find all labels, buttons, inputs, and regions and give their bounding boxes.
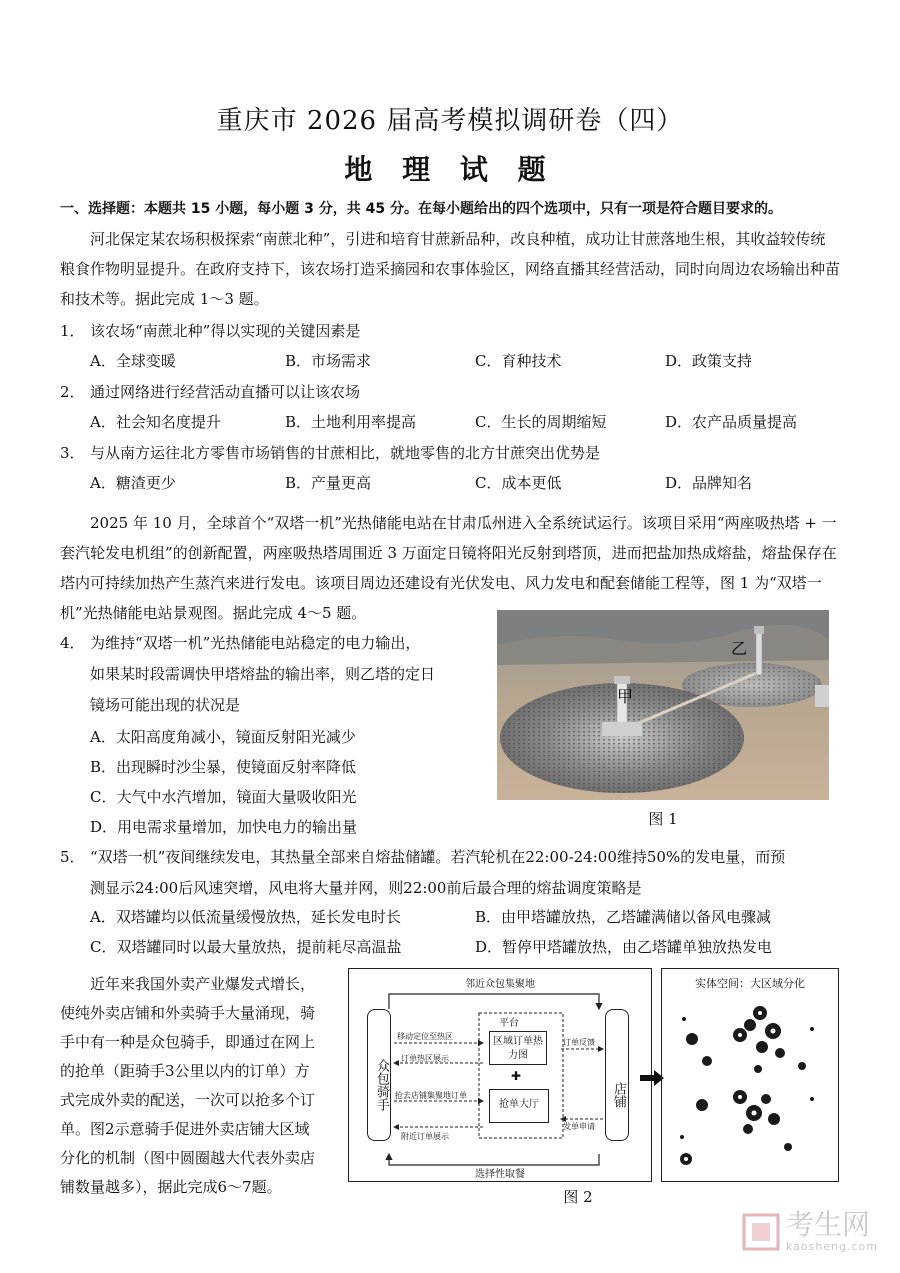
passage-line: 使纯外卖店铺和外卖骑手大量涌现，骑 (60, 1004, 316, 1022)
option-b[interactable]: B．出现瞬时沙尘暴，使镜面反射率降低 (90, 758, 357, 776)
question-5-options (90, 906, 850, 966)
option-a[interactable]: A．社会知名度提升 (90, 413, 221, 431)
watermark (742, 1210, 878, 1253)
question-4 (60, 632, 435, 715)
option-b[interactable]: B．市场需求 (285, 352, 372, 370)
order-hall-box: 抢单大厅 (489, 1089, 549, 1123)
arrow-label: 抢去店铺集聚地订单 (395, 1091, 467, 1100)
platform-label: 平台 (499, 1018, 519, 1029)
option-c[interactable]: C．生长的周期缩短 (475, 413, 607, 431)
passage-1: 河北保定某农场积极探索“南蔗北种”，引进和培育甘蔗新品种，改良种植，成功让甘蔗落地生根，其收益较传统粮食作物明显提升。在政府支持下，该农场打造采摘园和农事体验区，网络直播其经营活动，同时向周边农场输出种苗和技术等。据此完成 1～3 题。 (60, 230, 841, 308)
question-number: 3． (60, 444, 85, 462)
option-c[interactable]: C．育种技术 (475, 352, 562, 370)
option-a[interactable]: A．全球变暖 (90, 352, 176, 370)
option-b[interactable]: B．由甲塔罐放热，乙塔罐满储以备风电骤减 (475, 908, 772, 926)
panel-title: 实体空间：大区域分化 (695, 977, 805, 990)
question-number: 1． (60, 322, 85, 340)
option-d[interactable]: D．政策支持 (665, 352, 753, 370)
shop-clusters (662, 969, 838, 1181)
watermark-text: 考生网 (785, 1208, 870, 1241)
arrow-label: 发单申请 (563, 1122, 595, 1131)
question-3 (60, 442, 600, 463)
passage-2: 2025 年 10 月，全球首个“双塔一机”光热储能电站在甘肃瓜州进入全系统试运行。该项目采用“两座吸热塔 + 一套汽轮发电机组”的创新配置，两座吸热塔周围近 3 万面定日镜将阳光反射到塔顶，进而把盐加热成熔盐，熔盐保存在塔内可持续加热产生蒸汽来进行发电。该项目周边还建设有光伏发电、风力发电和配套储能工程等，图 1 为“双塔一机”光热储能电站景观图。据此完成 4～5 题。 (60, 514, 837, 622)
question-stem: 通过网络进行经营活动直播可以让该农场 (90, 383, 361, 401)
option-d[interactable]: D．暂停甲塔罐放热，由乙塔罐单独放热发电 (475, 938, 773, 956)
question-stem: 与从南方运往北方零售市场销售的甘蔗相比，就地零售的北方甘蔗突出优势是 (90, 444, 601, 462)
watermark-url: kaosheng.com (785, 1240, 878, 1253)
solar-plant-illustration (497, 610, 829, 800)
passage-line: 分化的机制（图中圆圈越大代表外卖店 (60, 1149, 316, 1167)
watermark-logo-icon (742, 1213, 780, 1251)
question-stem-line: 测显示24:00后风速突增，风电将大量并网，则22:00前后最合理的熔盐调度策略是 (90, 879, 642, 897)
section-heading: 一、选择题：本题共 15 小题，每小题 3 分，共 45 分。在每小题给出的四个选项中，只有一项是符合题目要求的。 (60, 201, 782, 217)
question-1 (60, 320, 360, 341)
tower-label-yi: 乙 (731, 639, 748, 658)
passage-line: 铺数量越多），据此完成6～7题。 (60, 1178, 282, 1196)
question-2 (60, 381, 360, 402)
passage-3 (60, 970, 342, 1202)
heatmap-box: 区域订单热力图 (489, 1031, 547, 1065)
question-stem: 该农场“南蔗北种”得以实现的关键因素是 (90, 322, 361, 340)
rider-box: 众包骑手 (367, 1009, 391, 1141)
arrow-label: 附近订单展示 (401, 1132, 449, 1141)
figure-2-spatial-panel (661, 968, 839, 1182)
exam-title: 重庆市 2026 届高考模拟调研卷（四） (216, 106, 684, 136)
question-stem-line: 镜场可能出现的状况是 (90, 696, 241, 714)
figure-2-caption: 图 2 (563, 1188, 593, 1206)
question-5 (60, 846, 785, 898)
question-number: 4． (60, 634, 85, 652)
tower-label-jia: 甲 (617, 687, 634, 706)
option-d[interactable]: D．用电需求量增加，加快电力的输出量 (90, 818, 358, 836)
option-a[interactable]: A．太阳高度角减小，镜面反射阳光减少 (90, 728, 356, 746)
figure-1-photo (497, 610, 829, 800)
plus-icon: ✚ (511, 1069, 522, 1083)
diagram-top-label: 邻近众包集聚地 (465, 979, 535, 990)
arrow-label: 订单反馈 (563, 1038, 595, 1047)
question-2-options (90, 411, 850, 433)
option-b[interactable]: B．产量更高 (285, 474, 372, 492)
question-number: 2． (60, 383, 85, 401)
option-c[interactable]: C．成本更低 (475, 474, 562, 492)
option-c[interactable]: C．双塔罐同时以最大量放热，提前耗尽高温盐 (90, 938, 402, 956)
figure-2-mechanism-diagram (348, 968, 652, 1182)
question-number: 5． (60, 848, 85, 866)
option-a[interactable]: A．糖渣更少 (90, 474, 176, 492)
passage-line: 式完成外卖的配送，一次可以抢多个订 (60, 1091, 316, 1109)
passage-line: 的抢单（距骑手3公里以内的订单）方 (60, 1062, 310, 1080)
option-d[interactable]: D．品牌知名 (665, 474, 753, 492)
passage-line: 单。图2示意骑手促进外卖店铺大区域 (60, 1120, 310, 1138)
question-3-options (90, 472, 850, 494)
passage-line: 近年来我国外卖产业爆发式增长， (90, 975, 316, 993)
diagram-bottom-label: 选择性取餐 (475, 1169, 525, 1180)
option-a[interactable]: A．双塔罐均以低流量缓慢放热，延长发电时长 (90, 908, 401, 926)
shop-box: 店铺 (605, 1009, 629, 1141)
question-4-options (90, 722, 357, 842)
question-stem-line: 如果某时段需调快甲塔熔盐的输出率，则乙塔的定日 (90, 665, 436, 683)
option-c[interactable]: C．大气中水汽增加，镜面大量吸收阳光 (90, 788, 357, 806)
arrow-label: 移动定位至热区 (397, 1032, 453, 1041)
question-1-options (90, 350, 850, 372)
option-b[interactable]: B．土地利用率提高 (285, 413, 417, 431)
arrow-label: 订单热区展示 (401, 1054, 449, 1063)
figure-1-caption: 图 1 (648, 810, 678, 828)
option-d[interactable]: D．农产品质量提高 (665, 413, 798, 431)
passage-line: 手中有一种是众包骑手，即通过在网上 (60, 1033, 316, 1051)
question-stem-line: 为维持“双塔一机”光热储能电站稳定的电力输出， (90, 634, 421, 652)
exam-subject: 地 理 试 题 (344, 153, 556, 186)
question-stem-line: “双塔一机”夜间继续发电，其热量全部来自熔盐储罐。若汽轮机在22:00-24:00维持50%的发电量，而预 (90, 848, 786, 866)
